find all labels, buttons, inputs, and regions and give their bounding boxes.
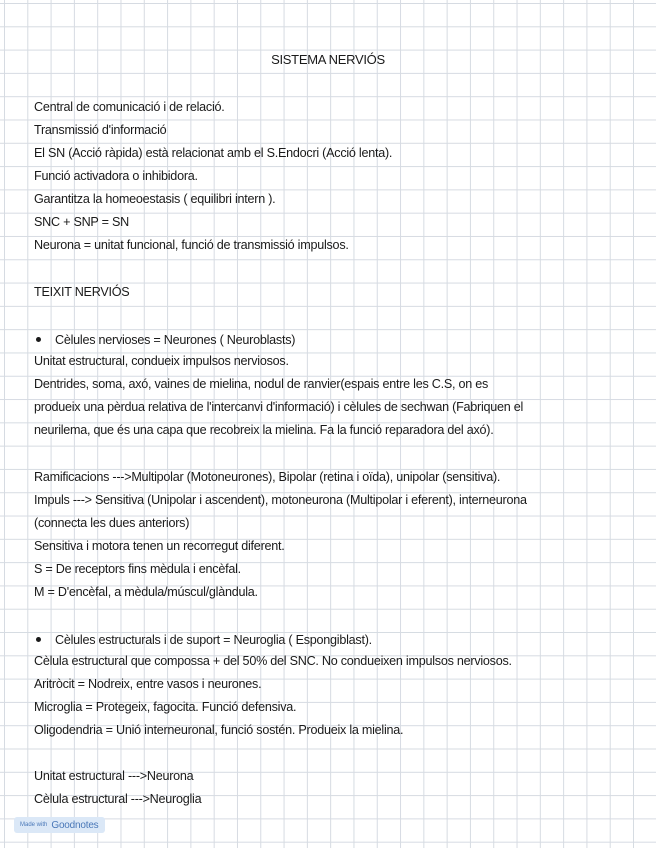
text-line: Ramificacions --->Multipolar (Motoneurones), Bipolar (retina i oïda), unipolar (sensitiva).	[34, 470, 501, 484]
text-line: neurilema, que és una capa que recobreix la mielina. Fa la funció reparadora del axó).	[34, 423, 494, 437]
text-line: El SN (Acció ràpida) està relacionat amb el S.Endocri (Acció lenta).	[34, 146, 393, 160]
bullet-icon	[36, 337, 41, 342]
text-line: Oligodendria = Unió interneuronal, funció sostén. Produeix la mielina.	[34, 723, 404, 737]
bullet-text: Cèlules nervioses = Neurones ( Neuroblasts)	[55, 332, 296, 347]
text-line: Dentrides, soma, axó, vaines de mielina, nodul de ranvier(espais entre les C.S, on es	[34, 377, 489, 391]
text-line: Cèlula estructural --->Neuroglia	[34, 792, 202, 806]
text-line: Aritròcit = Nodreix, entre vasos i neurones.	[34, 677, 262, 691]
text-line: Unitat estructural, condueix impulsos nerviosos.	[34, 354, 289, 368]
text-line: Cèlula estructural que compossa + del 50% del SNC. No condueixen impulsos nerviosos.	[34, 654, 512, 668]
bullet-item	[34, 330, 295, 348]
text-line: SNC + SNP = SN	[34, 215, 129, 229]
text-line: Microglia = Protegeix, fagocita. Funció defensiva.	[34, 700, 297, 714]
watermark-made-with: Made with	[20, 822, 48, 828]
text-line: produeix una pèrdua relativa de l'intercanvi d'informació) i cèlules de sechwan (Fabriquen el	[34, 400, 524, 414]
text-line: Sensitiva i motora tenen un recorregut diferent.	[34, 539, 285, 553]
watermark-brand: Goodnotes	[51, 819, 99, 831]
text-line: S = De receptors fins mèdula i encèfal.	[34, 562, 241, 576]
bullet-item	[34, 630, 372, 648]
text-line: Transmissió d'informació	[34, 123, 167, 137]
page-title: SISTEMA NERVIÓS	[271, 52, 385, 67]
text-line: M = D'encèfal, a mèdula/múscul/glàndula.	[34, 585, 258, 599]
section-heading: TEIXIT NERVIÓS	[34, 285, 130, 299]
bullet-text: Cèlules estructurals i de suport = Neuroglia ( Espongiblast).	[55, 632, 372, 647]
text-line: Central de comunicació i de relació.	[34, 100, 225, 114]
bullet-icon	[36, 637, 41, 642]
goodnotes-watermark	[14, 817, 105, 833]
text-line: Impuls ---> Sensitiva (Unipolar i ascendent), motoneurona (Multipolar i eferent), interneurona	[34, 493, 527, 507]
text-line: Unitat estructural --->Neurona	[34, 769, 194, 783]
text-line: Garantitza la homeoestasis ( equilibri intern ).	[34, 192, 276, 206]
text-line: (connecta les dues anteriors)	[34, 516, 190, 530]
text-line: Funció activadora o inhibidora.	[34, 169, 198, 183]
text-line: Neurona = unitat funcional, funció de transmissió impulsos.	[34, 238, 349, 252]
